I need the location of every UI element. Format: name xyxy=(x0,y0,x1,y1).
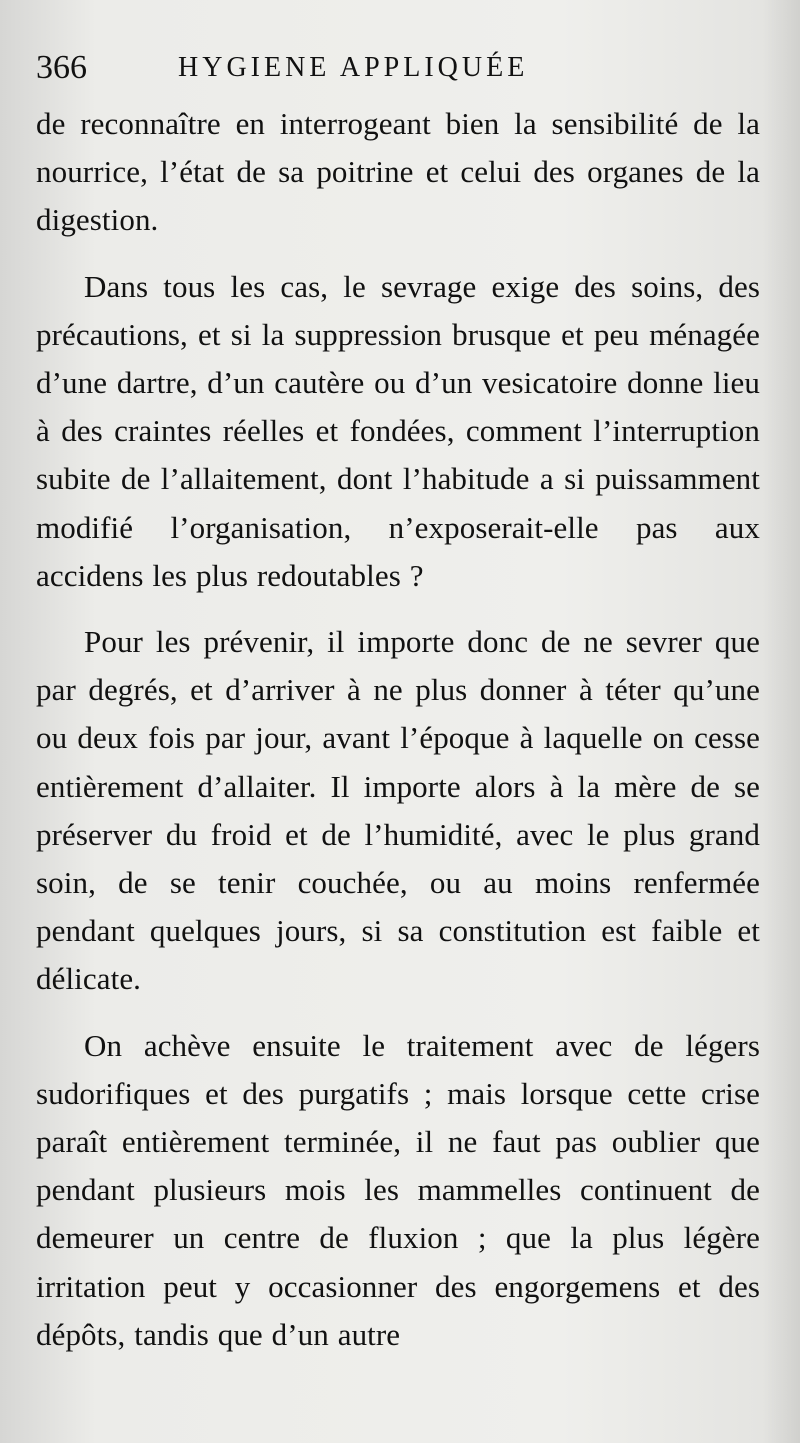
page-number: 366 xyxy=(36,49,87,86)
paragraph-sevrage: Dans tous les cas, le sevrage exige des soins, des précautions, et si la suppression brusque et peu ménagée d’une dartre, d’un cautère ou d’un vesicatoire donne lieu à des craintes réelles et fondées, comment l’interruption subite de l’allaitement, dont l’habitude a si puissamment modifié l’organisation, n’exposerait-elle pas aux accidens les plus redoutables ? xyxy=(36,268,760,593)
paragraph-treatment: On achève ensuite le traitement avec de légers sudorifiques et des purgatifs ; mais lorsque cette crise paraît entièrement terminée, il ne faut pas oublier que pendant plusieurs mois les mammelles continuent de demeurer un centre de fluxion ; que la plus légère irritation peut y occasionner des engorgemens et des dépôts, tandis que d’un autre xyxy=(36,1027,760,1352)
paragraph-continuation: de reconnaître en interrogeant bien la sensibilité de la nourrice, l’état de sa poitrine et celui des organes de la digestion. xyxy=(36,106,760,238)
paragraph-prevention: Pour les prévenir, il importe donc de ne sevrer que par degrés, et d’arriver à ne plus donner à téter qu’une ou deux fois par jour, avant l’époque à laquelle on cesse entièrement d’allaiter. Il importe alors à la mère de se préserver du froid et de l’humidité, avec le plus grand soin, de se tenir couchée, ou au moins renfermée pendant quelques jours, si sa constitution est faible et délicate. xyxy=(36,624,760,997)
running-head xyxy=(36,44,756,92)
running-title: HYGIENE APPLIQUÉE xyxy=(178,52,529,83)
body-text xyxy=(36,100,760,1377)
